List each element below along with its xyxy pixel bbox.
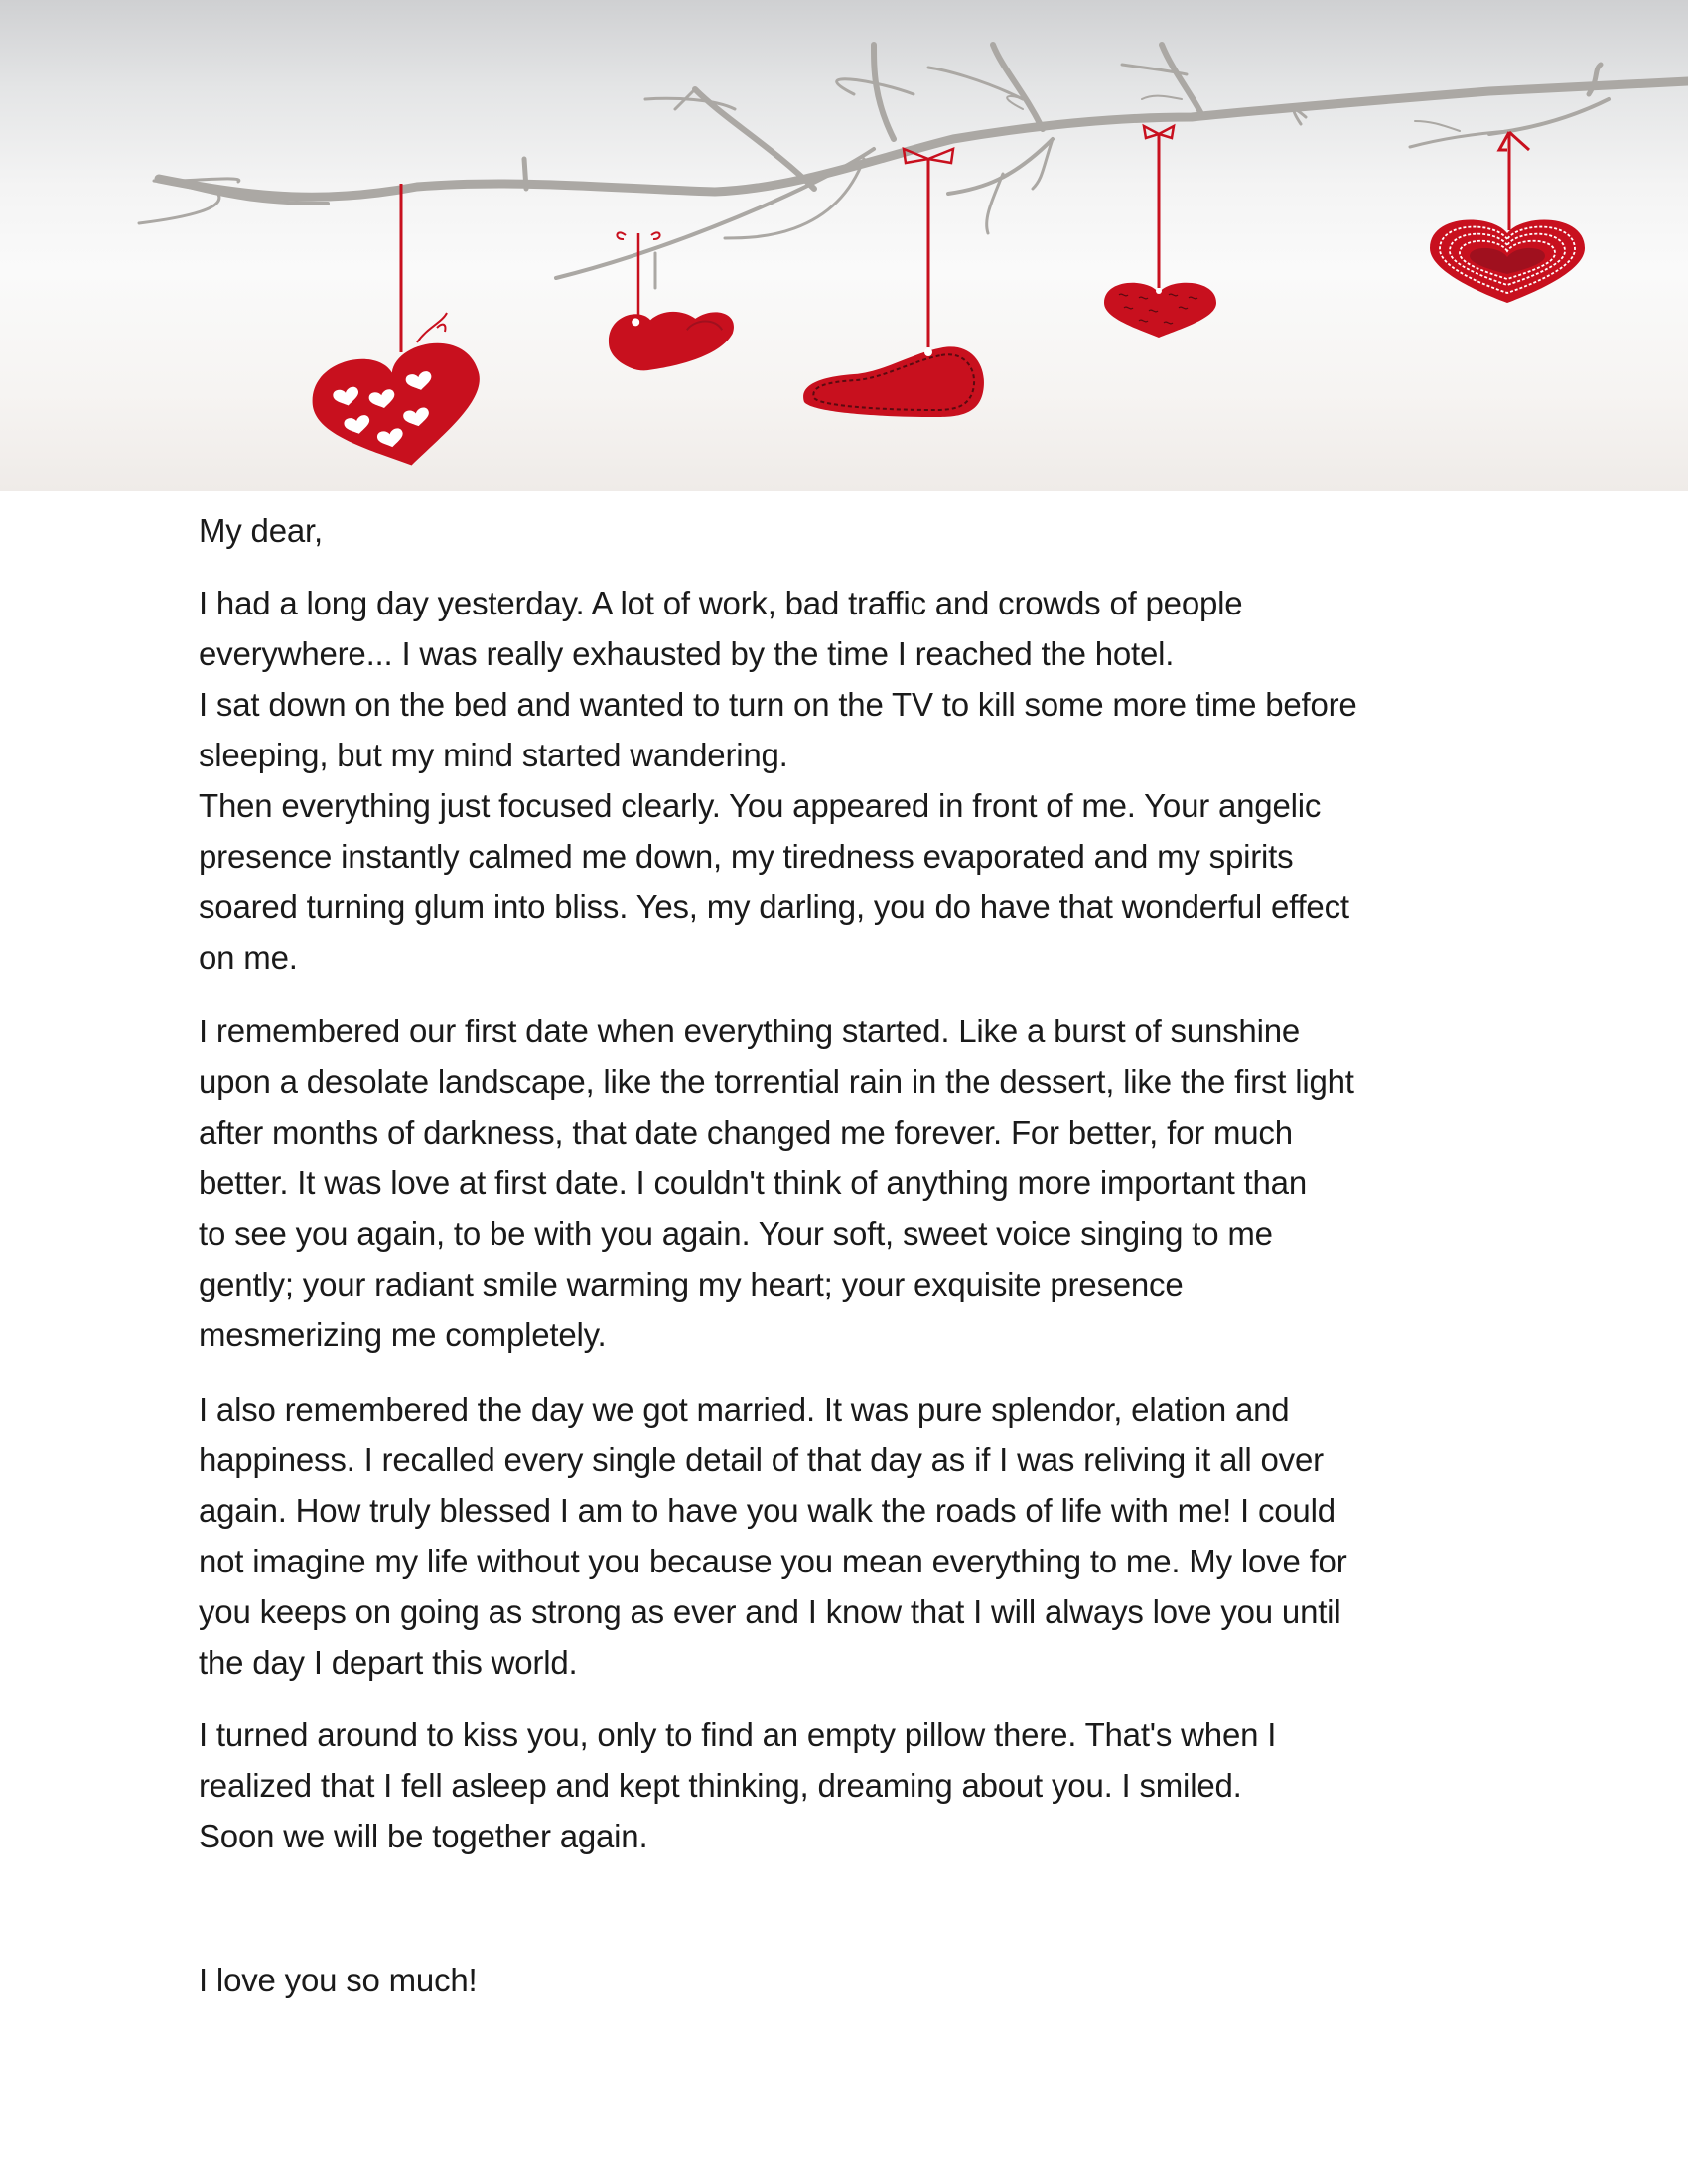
paragraph-line: everywhere... I was really exhausted by the time I reached the hotel. [199,635,1175,672]
paragraph-line: I turned around to kiss you, only to find an empty pillow there. That's when I [199,1716,1277,1753]
paragraph-line: I sat down on the bed and wanted to turn on the TV to kill some more time before [199,686,1357,723]
paragraph-line: to see you again, to be with you again. Your soft, sweet voice singing to me [199,1215,1273,1252]
paragraph-line: the day I depart this world. [199,1644,578,1681]
heart-pattern-icon [1104,283,1216,338]
heart-tag-icon [605,301,738,375]
paragraph-line: you keeps on going as strong as ever and I know that I will always love you until [199,1593,1341,1630]
paragraph-line: I also remembered the day we got married. It was pure splendor, elation and [199,1391,1290,1428]
closing: I love you so much! [199,1962,478,1998]
paragraph-line: on me. [199,939,298,976]
paragraph-line: Then everything just focused clearly. You appeared in front of me. Your angelic [199,787,1322,824]
paragraph-line: presence instantly calmed me down, my tiredness evaporated and my spirits [199,838,1294,875]
paragraph-line: Soon we will be together again. [199,1818,648,1854]
paragraph-line: upon a desolate landscape, like the torrential rain in the dessert, like the first light [199,1063,1354,1100]
header-banner [0,0,1688,491]
paragraph-line: again. How truly blessed I am to have you walk the roads of life with me! I could [199,1492,1336,1529]
paragraph-line: better. It was love at first date. I couldn't think of anything more important than [199,1164,1307,1201]
paragraph-line: realized that I fell asleep and kept thinking, dreaming about you. I smiled. [199,1767,1242,1804]
greeting: My dear, [199,512,323,549]
paragraph-line: after months of darkness, that date changed me forever. For better, for much [199,1114,1293,1151]
paragraph-line: not imagine my life without you because you mean everything to me. My love for [199,1543,1347,1579]
paragraph-line: I remembered our first date when everything started. Like a burst of sunshine [199,1013,1301,1049]
heart-stitched-icon [803,346,984,417]
heart-cutouts-icon [305,335,494,482]
paragraph-line: soared turning glum into bliss. Yes, my darling, you do have that wonderful effect [199,888,1349,925]
branch-hearts-illustration [0,0,1688,491]
paragraph-line: sleeping, but my mind started wandering. [199,737,788,773]
ribbon-strings [401,126,1529,352]
paragraph-line: I had a long day yesterday. A lot of work, bad traffic and crowds of people [199,585,1243,621]
paragraph-line: mesmerizing me completely. [199,1316,607,1353]
paragraph-line: happiness. I recalled every single detail of that day as if I was reliving it all over [199,1441,1324,1478]
paragraph-line: gently; your radiant smile warming my heart; your exquisite presence [199,1266,1184,1302]
heart-concentric-icon [1430,219,1585,303]
